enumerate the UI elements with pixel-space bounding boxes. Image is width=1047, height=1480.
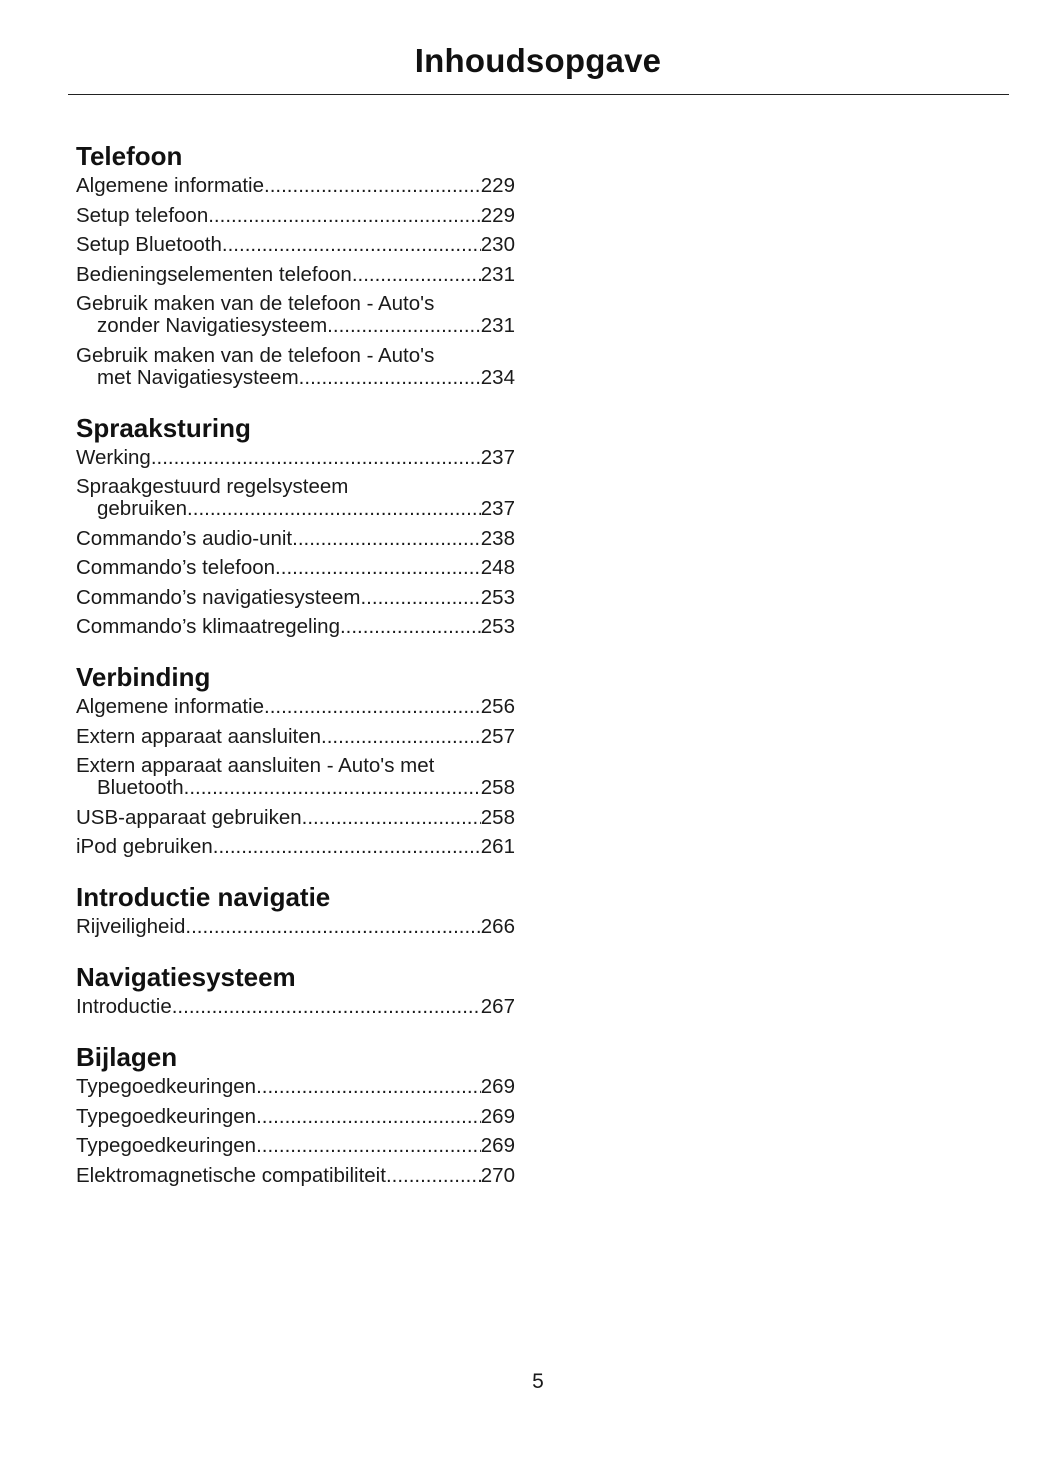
- toc-entry-title: Typegoedkeuringen: [76, 1105, 257, 1128]
- toc-entry[interactable]: [76, 345, 515, 389]
- page-number: 5: [532, 1370, 544, 1393]
- toc-entry-page: 258: [480, 806, 515, 829]
- dot-leader: [264, 696, 481, 718]
- toc-section: [76, 960, 515, 1018]
- toc-entry-page: 253: [480, 616, 515, 638]
- toc-entry-line: [76, 264, 515, 286]
- dot-leader: [256, 1106, 481, 1128]
- toc-entry-page: 269: [480, 1135, 515, 1157]
- dot-leader: [222, 234, 481, 256]
- toc-entry-title: Gebruik maken van de telefoon - Auto's: [76, 292, 435, 315]
- dot-leader: [275, 557, 481, 579]
- toc-entry-title: Werking: [76, 446, 151, 469]
- toc-section: [76, 411, 515, 639]
- toc-entry[interactable]: [76, 1106, 515, 1128]
- toc-entry-title: Commando’s navigatiesysteem: [76, 586, 361, 609]
- toc-entry-line: [76, 587, 515, 609]
- page-title: Inhoudsopgave: [414, 42, 662, 79]
- toc-entry-page: 253: [480, 586, 515, 609]
- toc-entry-title: Commando’s klimaatregeling: [76, 616, 340, 638]
- toc-entry-line: [76, 696, 515, 718]
- dot-leader: [184, 777, 481, 799]
- toc-entry-page: 237: [480, 498, 515, 520]
- toc-entry-title: Commando’s audio-unit: [76, 527, 293, 550]
- toc-entry[interactable]: [76, 916, 515, 938]
- toc-entry-line: [76, 616, 515, 638]
- dot-leader: [264, 175, 481, 197]
- toc-entry-page: 256: [480, 696, 515, 718]
- toc-entry[interactable]: [76, 557, 515, 579]
- section-title: Bijlagen: [76, 1042, 178, 1072]
- dot-leader: [327, 315, 481, 337]
- dot-leader: [208, 205, 481, 227]
- toc-entry-title: Commando’s telefoon: [76, 557, 276, 579]
- dot-leader: [172, 996, 481, 1018]
- dot-leader: [299, 367, 481, 389]
- toc-entry[interactable]: [76, 293, 515, 337]
- section-title: Spraaksturing: [76, 412, 251, 443]
- toc-entry[interactable]: [76, 726, 515, 748]
- dot-leader: [321, 726, 481, 748]
- toc-entry-page: 237: [480, 446, 515, 469]
- toc-entry-page: 229: [480, 175, 515, 197]
- dot-leader: [151, 447, 481, 469]
- toc-entry-line: [76, 777, 515, 799]
- toc-entry[interactable]: [76, 175, 515, 197]
- toc-entry-page: 257: [480, 725, 515, 748]
- toc-entry-title: Setup Bluetooth: [76, 234, 222, 256]
- toc-section: [76, 660, 515, 858]
- toc-entry-line: [76, 557, 515, 579]
- section-title: Verbinding: [76, 662, 211, 692]
- toc-entry-title: USB-apparaat gebruiken: [76, 806, 302, 829]
- toc-entry-page: 266: [480, 916, 515, 938]
- dot-leader: [302, 807, 481, 829]
- toc-entry[interactable]: [76, 205, 515, 227]
- toc-entry-page: 229: [480, 204, 515, 227]
- toc-entry[interactable]: [76, 696, 515, 718]
- toc-entry-title: Algemene informatie: [76, 175, 265, 197]
- toc-entry-title: Bedieningselementen telefoon: [76, 263, 352, 286]
- toc-entry-line: [76, 916, 515, 938]
- toc-entry-line: [76, 1135, 515, 1157]
- toc-entry-page: 269: [480, 1105, 515, 1128]
- toc-entry[interactable]: [76, 1165, 515, 1187]
- toc-entry-title: Extern apparaat aansluiten - Auto's met: [76, 754, 435, 777]
- toc-entry-line: [76, 234, 515, 256]
- toc-entry[interactable]: [76, 807, 515, 829]
- toc-section: [76, 1040, 515, 1187]
- dot-leader: [386, 1165, 481, 1187]
- dot-leader: [292, 528, 481, 550]
- toc-entry[interactable]: [76, 1076, 515, 1098]
- toc-entry[interactable]: [76, 1135, 515, 1157]
- toc-entry[interactable]: [76, 836, 515, 858]
- toc-entry-page: 231: [480, 263, 515, 286]
- toc-entry-line: [76, 1106, 515, 1128]
- toc-entry-line: [76, 836, 515, 858]
- toc-entry[interactable]: [76, 616, 515, 638]
- toc-entry-title-continued: Bluetooth: [97, 777, 184, 799]
- toc-entry-line: [76, 498, 515, 520]
- toc-entry-page: 230: [480, 234, 515, 256]
- toc-entry-title-continued: met Navigatiesysteem: [97, 366, 299, 389]
- dot-leader: [187, 498, 481, 520]
- toc-entry-title: Typegoedkeuringen: [76, 1135, 257, 1157]
- toc-entry-title: Algemene informatie: [76, 696, 265, 718]
- dot-leader: [213, 836, 481, 858]
- toc-entry-page: 261: [480, 836, 515, 858]
- toc-entry-title: Gebruik maken van de telefoon - Auto's: [76, 343, 435, 367]
- header-divider: [68, 94, 1009, 95]
- toc-entry-title: iPod gebruiken: [76, 836, 213, 858]
- toc-entry-line: [76, 1165, 515, 1187]
- toc-entry[interactable]: [76, 447, 515, 469]
- toc-entry-title-continued: gebruiken: [97, 498, 188, 520]
- toc-section: [76, 880, 515, 938]
- dot-leader: [256, 1076, 481, 1098]
- toc-entry-line: [76, 726, 515, 748]
- dot-leader: [256, 1135, 481, 1157]
- toc-entry-page: 269: [480, 1076, 515, 1098]
- toc-entry[interactable]: [76, 234, 515, 256]
- section-title: Introductie navigatie: [76, 882, 331, 912]
- toc-entry-line: [76, 175, 515, 197]
- section-title: Telefoon: [76, 141, 183, 171]
- toc-entry-page: 231: [480, 315, 515, 337]
- toc-entry-page: 238: [480, 527, 515, 550]
- toc-entry-line: [76, 996, 515, 1018]
- toc-entry-title: Setup telefoon: [76, 204, 209, 227]
- dot-leader: [360, 587, 480, 609]
- toc-entry-page: 234: [480, 366, 515, 389]
- section-title: Navigatiesysteem: [76, 962, 296, 992]
- toc-entry-page: 267: [480, 996, 515, 1018]
- toc-entry-page: 248: [480, 557, 515, 579]
- toc-entry-title: Rijveiligheid: [76, 916, 186, 938]
- dot-leader: [340, 616, 481, 638]
- toc-entry-line: [76, 528, 515, 550]
- toc-entry-line: [76, 367, 515, 389]
- table-of-contents: [76, 139, 515, 1209]
- toc-entry[interactable]: [76, 264, 515, 286]
- toc-entry-page: 258: [480, 777, 515, 799]
- toc-entry-title: Extern apparaat aansluiten: [76, 725, 322, 748]
- toc-entry-title: Introductie: [76, 996, 172, 1018]
- toc-section: [76, 139, 515, 389]
- toc-entry[interactable]: [76, 528, 515, 550]
- toc-entry[interactable]: [76, 996, 515, 1018]
- toc-entry[interactable]: [76, 587, 515, 609]
- toc-entry[interactable]: [76, 755, 515, 799]
- toc-entry-title: Spraakgestuurd regelsysteem: [76, 475, 349, 498]
- toc-entry-title-continued: zonder Navigatiesysteem: [97, 315, 328, 337]
- toc-entry-line: [76, 315, 515, 337]
- toc-entry[interactable]: [76, 476, 515, 520]
- toc-entry-title: Typegoedkeuringen: [76, 1076, 257, 1098]
- dot-leader: [352, 264, 481, 286]
- toc-entry-line: [76, 807, 515, 829]
- dot-leader: [185, 916, 480, 938]
- toc-entry-line: [76, 205, 515, 227]
- toc-entry-title: Elektromagnetische compatibiliteit: [76, 1164, 386, 1187]
- toc-entry-page: 270: [480, 1164, 515, 1187]
- toc-entry-line: [76, 447, 515, 469]
- toc-entry-line: [76, 1076, 515, 1098]
